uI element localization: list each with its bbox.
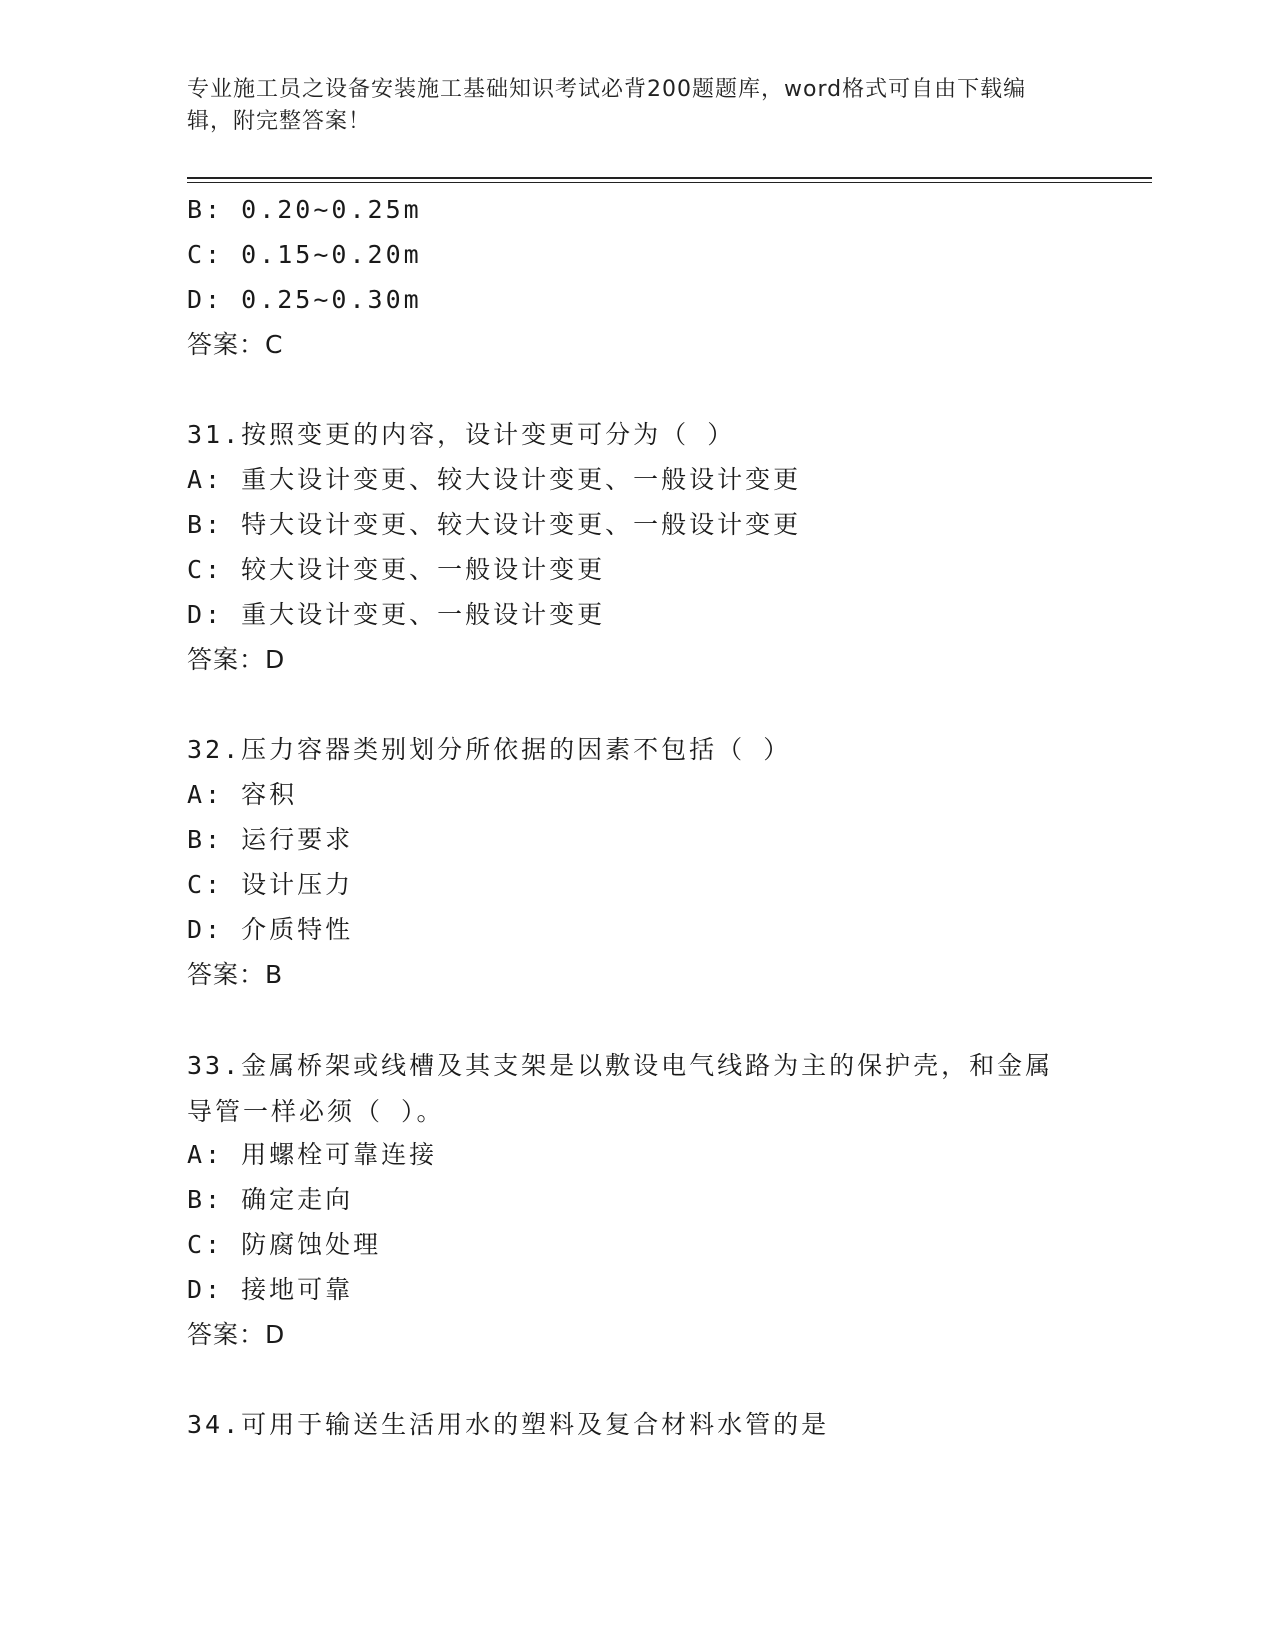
option-a: A: 重大设计变更、较大设计变更、一般设计变更 <box>187 465 802 494</box>
option-a: A: 用螺栓可靠连接 <box>187 1140 438 1169</box>
answer: 答案：B <box>187 960 284 989</box>
option-c: C: 0.15~0.20m <box>187 240 422 269</box>
option-a: A: 容积 <box>187 780 298 809</box>
question-34: 34.可用于输送生活用水的塑料及复合材料水管的是 <box>187 1410 830 1439</box>
header-rule-thin <box>187 182 1152 183</box>
option-b: B: 运行要求 <box>187 825 354 854</box>
option-b: B: 0.20~0.25m <box>187 195 422 224</box>
header-rule-thick <box>187 177 1152 179</box>
option-b: B: 特大设计变更、较大设计变更、一般设计变更 <box>187 510 802 539</box>
option-c: C: 防腐蚀处理 <box>187 1230 382 1259</box>
question-31: 31.按照变更的内容，设计变更可分为（ ） <box>187 420 736 449</box>
answer: 答案：C <box>187 330 284 359</box>
answer: 答案：D <box>187 645 286 674</box>
option-d: D: 接地可靠 <box>187 1275 354 1304</box>
question-32: 32.压力容器类别划分所依据的因素不包括（ ） <box>187 735 792 764</box>
option-b: B: 确定走向 <box>187 1185 354 1214</box>
question-33: 33.金属桥架或线槽及其支架是以敷设电气线路为主的保护壳，和金属导管一样必须（ ）。 <box>187 1051 1054 1126</box>
document-header: 专业施工员之设备安装施工基础知识考试必背200题题库，word格式可自由下载编辑，附完整答案！ <box>187 77 1027 134</box>
answer: 答案：D <box>187 1320 286 1349</box>
option-d: D: 0.25~0.30m <box>187 285 422 314</box>
option-c: C: 设计压力 <box>187 870 354 899</box>
option-d: D: 介质特性 <box>187 915 354 944</box>
option-d: D: 重大设计变更、一般设计变更 <box>187 600 606 629</box>
option-c: C: 较大设计变更、一般设计变更 <box>187 555 606 584</box>
